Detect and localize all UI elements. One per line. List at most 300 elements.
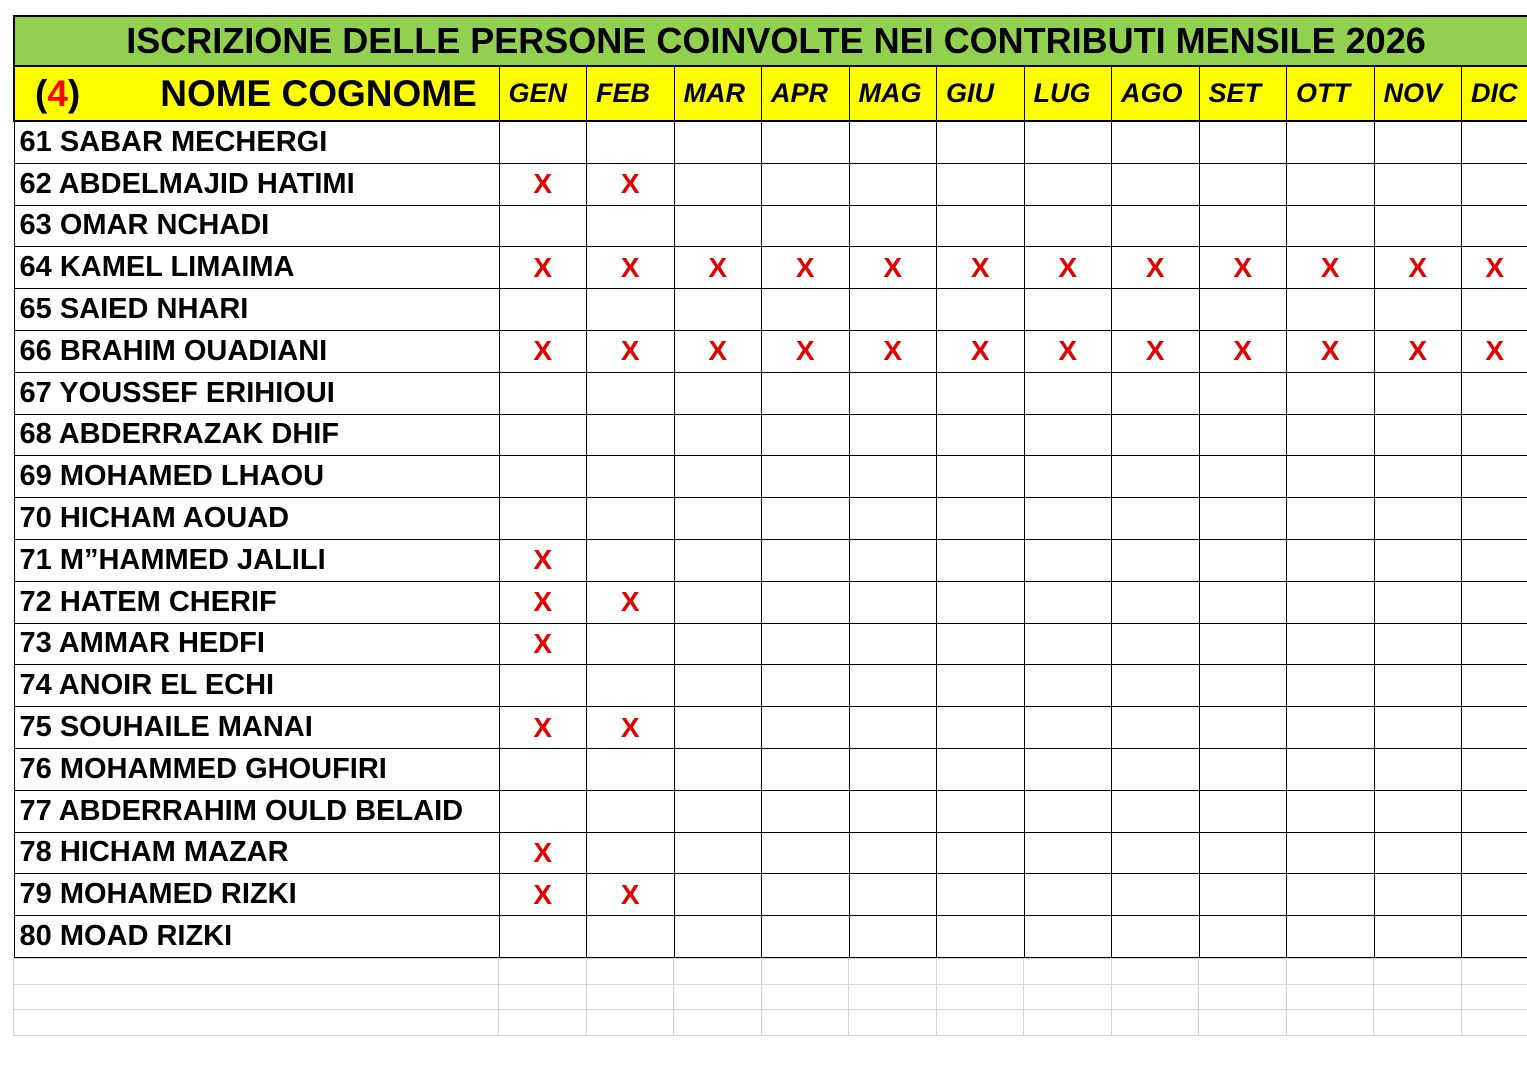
month-mark-cell[interactable]: X <box>1199 330 1287 372</box>
month-mark-cell[interactable] <box>1374 121 1462 163</box>
month-mark-cell[interactable] <box>1024 665 1112 707</box>
month-mark-cell[interactable] <box>1199 707 1287 749</box>
month-mark-cell[interactable] <box>1287 832 1375 874</box>
month-mark-cell[interactable] <box>937 372 1025 414</box>
month-mark-cell[interactable]: X <box>587 581 675 623</box>
month-mark-cell[interactable] <box>1374 289 1462 331</box>
month-mark-cell[interactable]: X <box>587 707 675 749</box>
month-header-nov[interactable]: NOV <box>1374 67 1462 121</box>
month-mark-cell[interactable] <box>1287 205 1375 247</box>
empty-cell[interactable] <box>761 959 849 985</box>
month-mark-cell[interactable]: X <box>499 832 587 874</box>
month-mark-cell[interactable] <box>587 372 675 414</box>
month-mark-cell[interactable] <box>499 372 587 414</box>
month-mark-cell[interactable] <box>937 707 1025 749</box>
month-mark-cell[interactable]: X <box>499 247 587 289</box>
month-mark-cell[interactable] <box>762 790 850 832</box>
empty-cell[interactable] <box>1111 959 1199 985</box>
person-name-cell[interactable]: 76 MOHAMMED GHOUFIRI <box>14 748 499 790</box>
person-name-cell[interactable]: 80 MOAD RIZKI <box>14 916 499 958</box>
month-mark-cell[interactable] <box>1287 748 1375 790</box>
month-mark-cell[interactable] <box>1024 832 1112 874</box>
month-mark-cell[interactable]: X <box>1374 247 1462 289</box>
month-mark-cell[interactable] <box>674 707 762 749</box>
month-mark-cell[interactable] <box>587 665 675 707</box>
month-mark-cell[interactable] <box>1024 539 1112 581</box>
month-mark-cell[interactable] <box>587 414 675 456</box>
month-mark-cell[interactable] <box>499 289 587 331</box>
month-mark-cell[interactable] <box>1112 372 1200 414</box>
month-header-feb[interactable]: FEB <box>587 67 675 121</box>
month-mark-cell[interactable] <box>1112 790 1200 832</box>
month-mark-cell[interactable] <box>937 414 1025 456</box>
month-mark-cell[interactable] <box>762 707 850 749</box>
empty-cell[interactable] <box>761 1010 849 1036</box>
month-mark-cell[interactable] <box>1287 121 1375 163</box>
empty-cell[interactable] <box>849 984 937 1010</box>
empty-cell[interactable] <box>1374 984 1462 1010</box>
month-mark-cell[interactable] <box>937 665 1025 707</box>
month-mark-cell[interactable] <box>937 581 1025 623</box>
month-mark-cell[interactable] <box>937 832 1025 874</box>
empty-cell[interactable] <box>1024 1010 1112 1036</box>
month-mark-cell[interactable] <box>1374 205 1462 247</box>
month-mark-cell[interactable] <box>1112 539 1200 581</box>
month-mark-cell[interactable] <box>762 539 850 581</box>
month-mark-cell[interactable] <box>849 790 937 832</box>
month-mark-cell[interactable] <box>1199 874 1287 916</box>
month-mark-cell[interactable] <box>1024 874 1112 916</box>
empty-cell[interactable] <box>1111 984 1199 1010</box>
month-mark-cell[interactable] <box>849 372 937 414</box>
empty-cell[interactable] <box>1024 959 1112 985</box>
month-mark-cell[interactable] <box>1024 121 1112 163</box>
month-mark-cell[interactable] <box>1462 372 1527 414</box>
month-mark-cell[interactable]: X <box>849 330 937 372</box>
month-mark-cell[interactable] <box>1199 163 1287 205</box>
month-mark-cell[interactable]: X <box>499 581 587 623</box>
month-mark-cell[interactable]: X <box>1024 247 1112 289</box>
month-mark-cell[interactable]: X <box>1462 247 1527 289</box>
month-mark-cell[interactable] <box>1374 372 1462 414</box>
person-name-cell[interactable]: 75 SOUHAILE MANAI <box>14 707 499 749</box>
month-mark-cell[interactable] <box>587 498 675 540</box>
month-mark-cell[interactable] <box>1199 498 1287 540</box>
month-mark-cell[interactable] <box>587 748 675 790</box>
month-mark-cell[interactable] <box>849 832 937 874</box>
empty-cell[interactable] <box>586 1010 674 1036</box>
month-mark-cell[interactable] <box>1287 916 1375 958</box>
person-name-cell[interactable]: 66 BRAHIM OUADIANI <box>14 330 499 372</box>
month-mark-cell[interactable] <box>937 748 1025 790</box>
month-mark-cell[interactable] <box>587 790 675 832</box>
name-column-header[interactable] <box>14 67 499 121</box>
month-mark-cell[interactable]: X <box>849 247 937 289</box>
month-mark-cell[interactable] <box>1287 163 1375 205</box>
month-mark-cell[interactable] <box>937 623 1025 665</box>
month-mark-cell[interactable]: X <box>587 247 675 289</box>
month-mark-cell[interactable] <box>1462 581 1527 623</box>
month-mark-cell[interactable] <box>1112 205 1200 247</box>
month-mark-cell[interactable]: X <box>1112 247 1200 289</box>
month-mark-cell[interactable] <box>1112 832 1200 874</box>
month-mark-cell[interactable] <box>1374 163 1462 205</box>
month-mark-cell[interactable] <box>762 916 850 958</box>
month-mark-cell[interactable]: X <box>1199 247 1287 289</box>
month-mark-cell[interactable] <box>1374 581 1462 623</box>
month-mark-cell[interactable] <box>937 916 1025 958</box>
month-mark-cell[interactable] <box>1112 163 1200 205</box>
month-mark-cell[interactable] <box>1374 874 1462 916</box>
month-mark-cell[interactable] <box>1112 874 1200 916</box>
person-name-cell[interactable]: 79 MOHAMED RIZKI <box>14 874 499 916</box>
month-mark-cell[interactable] <box>1287 665 1375 707</box>
month-header-ago[interactable]: AGO <box>1112 67 1200 121</box>
person-name-cell[interactable]: 65 SAIED NHARI <box>14 289 499 331</box>
person-name-cell[interactable]: 71 M”HAMMED JALILI <box>14 539 499 581</box>
person-name-cell[interactable]: 69 MOHAMED LHAOU <box>14 456 499 498</box>
month-mark-cell[interactable] <box>762 163 850 205</box>
empty-cell[interactable] <box>14 1010 499 1036</box>
month-mark-cell[interactable] <box>674 832 762 874</box>
month-mark-cell[interactable]: X <box>1462 330 1527 372</box>
month-mark-cell[interactable] <box>1287 790 1375 832</box>
month-mark-cell[interactable] <box>674 623 762 665</box>
month-mark-cell[interactable] <box>674 498 762 540</box>
month-mark-cell[interactable] <box>1024 414 1112 456</box>
month-mark-cell[interactable] <box>762 205 850 247</box>
month-mark-cell[interactable] <box>849 623 937 665</box>
month-mark-cell[interactable]: X <box>499 874 587 916</box>
month-header-set[interactable]: SET <box>1199 67 1287 121</box>
month-mark-cell[interactable]: X <box>1287 330 1375 372</box>
month-mark-cell[interactable] <box>1199 623 1287 665</box>
month-mark-cell[interactable]: X <box>587 874 675 916</box>
month-mark-cell[interactable] <box>849 748 937 790</box>
empty-cell[interactable] <box>586 984 674 1010</box>
month-mark-cell[interactable] <box>499 205 587 247</box>
month-mark-cell[interactable] <box>937 498 1025 540</box>
month-mark-cell[interactable] <box>587 623 675 665</box>
empty-cell[interactable] <box>499 959 587 985</box>
month-mark-cell[interactable] <box>674 163 762 205</box>
month-header-ott[interactable]: OTT <box>1287 67 1375 121</box>
month-mark-cell[interactable] <box>762 498 850 540</box>
month-mark-cell[interactable] <box>1287 289 1375 331</box>
month-mark-cell[interactable]: X <box>1024 330 1112 372</box>
month-mark-cell[interactable] <box>1462 790 1527 832</box>
month-mark-cell[interactable] <box>1024 498 1112 540</box>
person-name-cell[interactable]: 77 ABDERRAHIM OULD BELAID <box>14 790 499 832</box>
month-mark-cell[interactable] <box>1024 748 1112 790</box>
month-mark-cell[interactable] <box>587 539 675 581</box>
month-mark-cell[interactable] <box>499 498 587 540</box>
empty-cell[interactable] <box>1111 1010 1199 1036</box>
month-mark-cell[interactable] <box>674 581 762 623</box>
month-mark-cell[interactable]: X <box>499 707 587 749</box>
month-mark-cell[interactable] <box>849 498 937 540</box>
month-mark-cell[interactable] <box>1462 665 1527 707</box>
month-mark-cell[interactable] <box>937 539 1025 581</box>
empty-cell[interactable] <box>1286 984 1374 1010</box>
month-mark-cell[interactable] <box>1374 539 1462 581</box>
month-mark-cell[interactable] <box>499 414 587 456</box>
month-mark-cell[interactable] <box>1112 414 1200 456</box>
empty-cell[interactable] <box>936 959 1024 985</box>
month-mark-cell[interactable] <box>674 372 762 414</box>
month-mark-cell[interactable] <box>1199 832 1287 874</box>
month-mark-cell[interactable] <box>1024 916 1112 958</box>
month-mark-cell[interactable] <box>1462 498 1527 540</box>
month-mark-cell[interactable] <box>1287 623 1375 665</box>
month-mark-cell[interactable] <box>1024 623 1112 665</box>
month-mark-cell[interactable] <box>1462 874 1527 916</box>
empty-cell[interactable] <box>1024 984 1112 1010</box>
empty-cell[interactable] <box>586 959 674 985</box>
month-mark-cell[interactable] <box>937 456 1025 498</box>
month-mark-cell[interactable] <box>674 874 762 916</box>
empty-cell[interactable] <box>1374 959 1462 985</box>
month-mark-cell[interactable] <box>849 205 937 247</box>
month-mark-cell[interactable] <box>937 163 1025 205</box>
month-mark-cell[interactable] <box>762 414 850 456</box>
month-mark-cell[interactable] <box>587 289 675 331</box>
month-mark-cell[interactable]: X <box>1287 247 1375 289</box>
empty-cell[interactable] <box>1199 959 1287 985</box>
month-mark-cell[interactable] <box>1199 205 1287 247</box>
month-mark-cell[interactable] <box>1024 163 1112 205</box>
month-mark-cell[interactable] <box>1287 539 1375 581</box>
empty-cell[interactable] <box>1199 984 1287 1010</box>
empty-cell[interactable] <box>499 1010 587 1036</box>
month-mark-cell[interactable] <box>1024 205 1112 247</box>
month-mark-cell[interactable] <box>1024 456 1112 498</box>
month-mark-cell[interactable] <box>762 121 850 163</box>
month-mark-cell[interactable] <box>762 623 850 665</box>
month-mark-cell[interactable] <box>1199 414 1287 456</box>
empty-cell[interactable] <box>499 984 587 1010</box>
month-mark-cell[interactable] <box>849 665 937 707</box>
empty-cell[interactable] <box>14 984 499 1010</box>
month-mark-cell[interactable] <box>937 874 1025 916</box>
month-mark-cell[interactable] <box>1199 748 1287 790</box>
month-mark-cell[interactable] <box>1374 414 1462 456</box>
month-mark-cell[interactable]: X <box>762 247 850 289</box>
empty-cell[interactable] <box>936 1010 1024 1036</box>
month-mark-cell[interactable] <box>1112 289 1200 331</box>
month-mark-cell[interactable] <box>937 205 1025 247</box>
month-mark-cell[interactable] <box>1462 205 1527 247</box>
month-mark-cell[interactable] <box>1374 916 1462 958</box>
month-mark-cell[interactable] <box>674 205 762 247</box>
month-mark-cell[interactable] <box>849 456 937 498</box>
month-mark-cell[interactable]: X <box>674 330 762 372</box>
month-mark-cell[interactable] <box>1374 623 1462 665</box>
month-header-dic[interactable]: DIC <box>1462 67 1527 121</box>
month-mark-cell[interactable] <box>674 289 762 331</box>
month-header-mag[interactable]: MAG <box>849 67 937 121</box>
month-mark-cell[interactable] <box>849 916 937 958</box>
empty-cell[interactable] <box>674 1010 762 1036</box>
month-mark-cell[interactable] <box>1112 581 1200 623</box>
month-mark-cell[interactable] <box>1462 916 1527 958</box>
month-mark-cell[interactable] <box>762 665 850 707</box>
month-mark-cell[interactable] <box>1287 372 1375 414</box>
month-mark-cell[interactable] <box>1374 498 1462 540</box>
empty-cell[interactable] <box>674 984 762 1010</box>
empty-cell[interactable] <box>1374 1010 1462 1036</box>
month-mark-cell[interactable] <box>762 748 850 790</box>
month-mark-cell[interactable] <box>1112 916 1200 958</box>
empty-cell[interactable] <box>936 984 1024 1010</box>
month-mark-cell[interactable] <box>587 916 675 958</box>
empty-cell[interactable] <box>14 959 499 985</box>
month-mark-cell[interactable]: X <box>499 623 587 665</box>
month-mark-cell[interactable] <box>1112 623 1200 665</box>
month-mark-cell[interactable] <box>1199 372 1287 414</box>
month-mark-cell[interactable] <box>674 790 762 832</box>
month-mark-cell[interactable] <box>1024 707 1112 749</box>
month-mark-cell[interactable] <box>1199 916 1287 958</box>
person-name-cell[interactable]: 78 HICHAM MAZAR <box>14 832 499 874</box>
month-mark-cell[interactable] <box>1199 790 1287 832</box>
month-mark-cell[interactable] <box>499 790 587 832</box>
month-mark-cell[interactable] <box>1287 707 1375 749</box>
month-mark-cell[interactable] <box>674 414 762 456</box>
month-mark-cell[interactable]: X <box>499 330 587 372</box>
month-mark-cell[interactable] <box>1024 790 1112 832</box>
empty-cell[interactable] <box>1461 1010 1527 1036</box>
month-mark-cell[interactable] <box>674 539 762 581</box>
month-mark-cell[interactable] <box>674 456 762 498</box>
month-mark-cell[interactable] <box>1287 414 1375 456</box>
empty-cell[interactable] <box>1286 959 1374 985</box>
month-mark-cell[interactable] <box>937 121 1025 163</box>
month-header-gen[interactable]: GEN <box>499 67 587 121</box>
month-mark-cell[interactable] <box>762 289 850 331</box>
month-mark-cell[interactable] <box>849 163 937 205</box>
month-header-mar[interactable]: MAR <box>674 67 762 121</box>
month-mark-cell[interactable] <box>1112 748 1200 790</box>
person-name-cell[interactable]: 72 HATEM CHERIF <box>14 581 499 623</box>
month-mark-cell[interactable] <box>587 456 675 498</box>
month-mark-cell[interactable] <box>1374 790 1462 832</box>
month-mark-cell[interactable]: X <box>1374 330 1462 372</box>
month-mark-cell[interactable] <box>1199 539 1287 581</box>
month-mark-cell[interactable]: X <box>674 247 762 289</box>
person-name-cell[interactable]: 68 ABDERRAZAK DHIF <box>14 414 499 456</box>
month-mark-cell[interactable] <box>849 707 937 749</box>
month-mark-cell[interactable] <box>849 121 937 163</box>
person-name-cell[interactable]: 63 OMAR NCHADI <box>14 205 499 247</box>
month-mark-cell[interactable]: X <box>499 539 587 581</box>
month-mark-cell[interactable] <box>499 456 587 498</box>
person-name-cell[interactable]: 62 ABDELMAJID HATIMI <box>14 163 499 205</box>
month-mark-cell[interactable] <box>1462 289 1527 331</box>
month-mark-cell[interactable] <box>1462 623 1527 665</box>
month-mark-cell[interactable] <box>762 832 850 874</box>
month-mark-cell[interactable] <box>849 581 937 623</box>
month-mark-cell[interactable] <box>762 372 850 414</box>
month-mark-cell[interactable] <box>674 748 762 790</box>
month-mark-cell[interactable]: X <box>1112 330 1200 372</box>
person-name-cell[interactable]: 61 SABAR MECHERGI <box>14 121 499 163</box>
month-mark-cell[interactable]: X <box>762 330 850 372</box>
month-mark-cell[interactable] <box>849 874 937 916</box>
month-mark-cell[interactable] <box>1199 456 1287 498</box>
month-mark-cell[interactable] <box>937 790 1025 832</box>
month-mark-cell[interactable] <box>499 665 587 707</box>
month-mark-cell[interactable]: X <box>587 163 675 205</box>
empty-cell[interactable] <box>1286 1010 1374 1036</box>
month-mark-cell[interactable] <box>1199 121 1287 163</box>
month-mark-cell[interactable] <box>1374 707 1462 749</box>
month-mark-cell[interactable] <box>1374 665 1462 707</box>
empty-cell[interactable] <box>674 959 762 985</box>
empty-cell[interactable] <box>849 959 937 985</box>
month-mark-cell[interactable] <box>849 414 937 456</box>
month-mark-cell[interactable] <box>1374 456 1462 498</box>
month-mark-cell[interactable]: X <box>937 330 1025 372</box>
empty-cell[interactable] <box>761 984 849 1010</box>
month-header-lug[interactable]: LUG <box>1024 67 1112 121</box>
month-mark-cell[interactable] <box>499 748 587 790</box>
month-mark-cell[interactable] <box>1112 456 1200 498</box>
month-mark-cell[interactable] <box>499 916 587 958</box>
month-mark-cell[interactable] <box>1462 748 1527 790</box>
month-mark-cell[interactable] <box>1024 581 1112 623</box>
month-mark-cell[interactable]: X <box>587 330 675 372</box>
month-mark-cell[interactable] <box>1199 581 1287 623</box>
month-mark-cell[interactable] <box>937 289 1025 331</box>
month-mark-cell[interactable] <box>1199 289 1287 331</box>
month-header-giu[interactable]: GIU <box>937 67 1025 121</box>
month-mark-cell[interactable] <box>762 456 850 498</box>
month-mark-cell[interactable] <box>1112 707 1200 749</box>
empty-cell[interactable] <box>1199 1010 1287 1036</box>
person-name-cell[interactable]: 67 YOUSSEF ERIHIOUI <box>14 372 499 414</box>
month-mark-cell[interactable] <box>762 874 850 916</box>
month-mark-cell[interactable]: X <box>499 163 587 205</box>
month-mark-cell[interactable] <box>1024 372 1112 414</box>
month-mark-cell[interactable] <box>587 832 675 874</box>
month-mark-cell[interactable] <box>1199 665 1287 707</box>
month-mark-cell[interactable] <box>499 121 587 163</box>
month-mark-cell[interactable] <box>1462 121 1527 163</box>
person-name-cell[interactable]: 64 KAMEL LIMAIMA <box>14 247 499 289</box>
month-mark-cell[interactable] <box>1462 707 1527 749</box>
person-name-cell[interactable]: 74 ANOIR EL ECHI <box>14 665 499 707</box>
month-mark-cell[interactable] <box>587 121 675 163</box>
month-mark-cell[interactable] <box>1112 665 1200 707</box>
month-mark-cell[interactable] <box>1462 456 1527 498</box>
month-mark-cell[interactable] <box>1112 498 1200 540</box>
month-mark-cell[interactable] <box>849 539 937 581</box>
month-mark-cell[interactable] <box>1462 832 1527 874</box>
month-mark-cell[interactable] <box>849 289 937 331</box>
month-header-apr[interactable]: APR <box>762 67 850 121</box>
month-mark-cell[interactable] <box>1287 456 1375 498</box>
month-mark-cell[interactable] <box>1287 581 1375 623</box>
month-mark-cell[interactable] <box>1374 748 1462 790</box>
month-mark-cell[interactable] <box>674 916 762 958</box>
month-mark-cell[interactable] <box>1024 289 1112 331</box>
month-mark-cell[interactable] <box>674 665 762 707</box>
empty-cell[interactable] <box>1461 984 1527 1010</box>
month-mark-cell[interactable] <box>1462 539 1527 581</box>
person-name-cell[interactable]: 70 HICHAM AOUAD <box>14 498 499 540</box>
month-mark-cell[interactable] <box>1462 163 1527 205</box>
